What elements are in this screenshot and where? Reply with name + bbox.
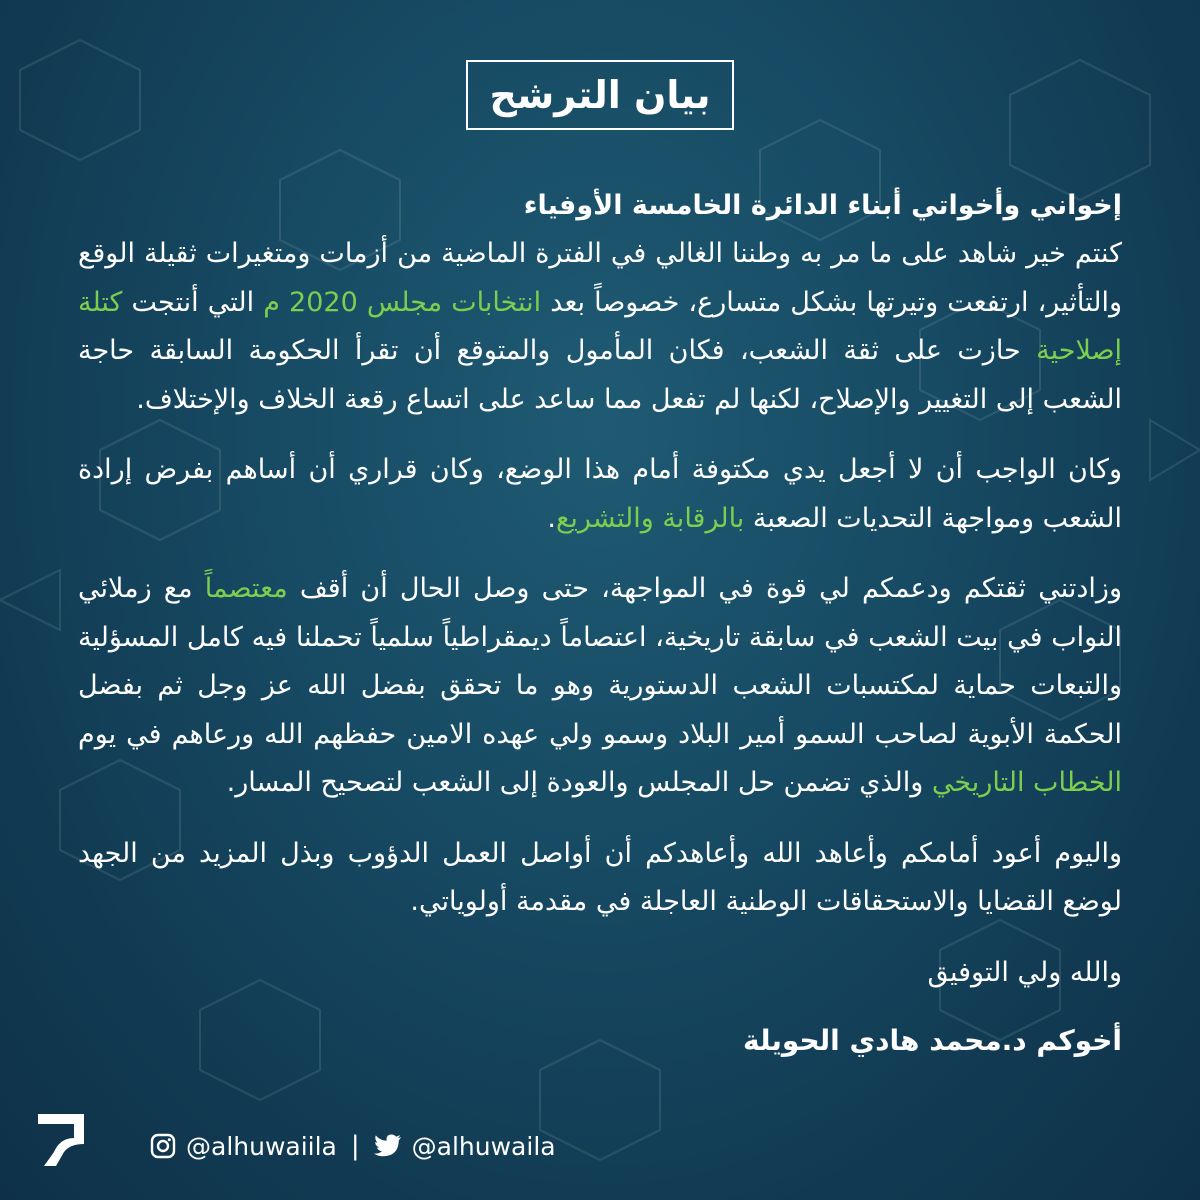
- twitter-handle: @alhuwaila: [411, 1131, 556, 1161]
- paragraph-1-text-b: التي أنتجت: [122, 286, 264, 318]
- paragraph-2-text-a: وكان الواجب أن لا أجعل يدي مكتوفة أمام هذا الوضع، وكان قراري أن أساهم بفرض إرادة الشعب ومواجهة التحديات الصعبة: [78, 454, 1122, 534]
- twitter-icon: [374, 1134, 402, 1158]
- social-separator: |: [350, 1131, 360, 1161]
- highlight-sit-in: معتصماً: [204, 573, 288, 604]
- paragraph-4: واليوم أعود أمامكم وأعاهد الله وأعاهدكم أن أواصل العمل الدؤوب وبذل المزيد من الجهد لوضع القضايا والاستحقاقات الوطنية العاجلة في مقدمة أولوياتي.: [78, 837, 1122, 917]
- page-title: بيان الترشح: [489, 73, 711, 117]
- instagram-link[interactable]: [150, 1132, 337, 1161]
- paragraph-3-text-b: مع زملائي النواب في بيت الشعب في سابقة تاريخية، اعتصاماً ديمقراطياً سلمياً تحملنا فيه كامل المسؤلية والتبعات حماية لمكتسبات الشعب الدستورية وهو ما تحقق بفضل الله عز وجل ثم بفضل الحكمة الأبوية لصاحب السمو أمير البلاد وسمو ولي عهده الامين حفظهم الله ورعاهم في يوم: [78, 573, 1122, 750]
- closing-line: والله ولي التوفيق: [927, 956, 1122, 988]
- instagram-handle: @alhuwaiila: [186, 1131, 337, 1161]
- social-links: [150, 1126, 556, 1166]
- twitter-link[interactable]: [374, 1132, 556, 1161]
- highlight-elections: انتخابات مجلس 2020 م: [263, 286, 542, 318]
- highlight-oversight: بالرقابة والتشريع: [555, 502, 745, 534]
- highlight-historic-speech: الخطاب التاريخي: [931, 767, 1122, 798]
- greeting: إخواني وأخواتي أبناء الدائرة الخامسة الأوفياء: [523, 190, 1122, 221]
- paragraph-3: [78, 565, 1122, 808]
- title-box: [466, 60, 734, 130]
- statement-body: [78, 186, 1122, 1061]
- paragraph-1-text-c: حازت على ثقة الشعب، فكان المأمول والمتوقع أن تقرأ الحكومة السابقة حاجة الشعب إلى التغيير والإصلاح، لكنها لم تفعل مما ساعد على اتساع رقعة الخلاف والإختلاف.: [78, 335, 1122, 415]
- signature: أخوكم د.محمد هادي الحويلة: [742, 1023, 1122, 1057]
- highlight-reform-bloc: كتلة إصلاحية: [78, 286, 1122, 366]
- paragraph-2: [78, 446, 1122, 543]
- paragraph-1-text-a: كنتم خير شاهد على ما مر به وطننا الغالي في الفترة الماضية من أزمات ومتغيرات ثقيلة الوقع والتأثير، ارتفعت وتيرتها بشكل متسارع، خصوصاً بعد: [78, 238, 1122, 318]
- paragraph-1: [78, 230, 1122, 424]
- instagram-icon: [150, 1133, 176, 1159]
- paragraph-3-text-a: وزادتني ثقتكم ودعمكم لي قوة في المواجهة، حتى وصل الحال أن أقف: [287, 573, 1122, 604]
- logo-mark: [30, 1108, 90, 1172]
- paragraph-3-text-c: والذي تضمن حل المجلس والعودة إلى الشعب لتصحيح المسار.: [226, 767, 932, 798]
- paragraph-2-text-b: .: [547, 502, 556, 534]
